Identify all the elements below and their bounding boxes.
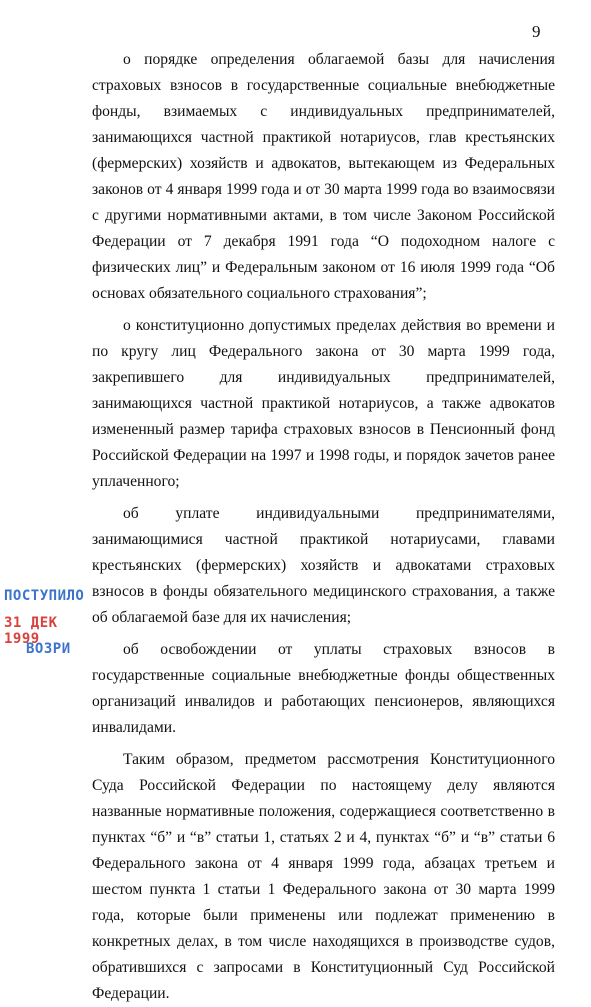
page-number: 9 xyxy=(532,22,541,41)
stamp-office: ВОЗРИ xyxy=(26,641,71,657)
stamp-received-label: ПОСТУПИЛО xyxy=(4,588,85,604)
paragraph: о конституционно допустимых пределах действия во времени и по кругу лиц Федерального закона от 30 марта 1999 года, закрепившего для индивидуальных предпринимателей, занимающихся частной практикой нотариусов, а также адвокатов измененный размер тарифа страховых взносов в Пенсионный фонд Российской Федерации на 1997 и 1998 годы, и порядок зачетов ранее уплаченного; xyxy=(92,317,555,490)
received-stamp xyxy=(4,588,90,665)
stamp-date: 31 ДЕК 1999 xyxy=(4,615,58,647)
paragraph: об освобождении от уплаты страховых взносов в государственные социальные внебюджетные фонды общественных организаций инвалидов и работающих пенсионеров, являющихся инвалидами. xyxy=(92,641,555,736)
document-body xyxy=(92,47,555,1007)
paragraph: об уплате индивидуальными предпринимателями, занимающимися частной практикой нотариусами, главами крестьянских (фермерских) хозяйств и адвокатами страховых взносов в фонды обязательного медицинского страхования, а также об облагаемой базе для их начисления; xyxy=(92,505,555,626)
paragraph: Таким образом, предметом рассмотрения Конституционного Суда Российской Федерации по настоящему делу являются названные нормативные положения, содержащиеся соответственно в пунктах “б” и “в” статьи 1, статьях 2 и 4, пунктах “б” и “в” статьи 6 Федерального закона от 4 января 1999 года, абзацах третьем и шестом пункта 1 статьи 1 Федерального закона от 30 марта 1999 года, которые были применены или подлежат применению в конкретных делах, в том числе находящихся в производстве судов, обратившихся с запросами в Конституционный Суд Российской Федерации. xyxy=(92,751,555,1002)
paragraph: о порядке определения облагаемой базы для начисления страховых взносов в государственные социальные внебюджетные фонды, взимаемых с индивидуальных предпринимателей, занимающихся частной практикой нотариусов, глав крестьянских (фермерских) хозяйств и адвокатов, вытекающем из Федеральных законов от 4 января 1999 года и от 30 марта 1999 года во взаимосвязи с другими нормативными актами, в том числе Законом Российской Федерации от 7 декабря 1991 года “О подоходном налоге с физических лиц” и Федеральным законом от 16 июля 1999 года “Об основах обязательного социального страхования”; xyxy=(92,51,555,302)
